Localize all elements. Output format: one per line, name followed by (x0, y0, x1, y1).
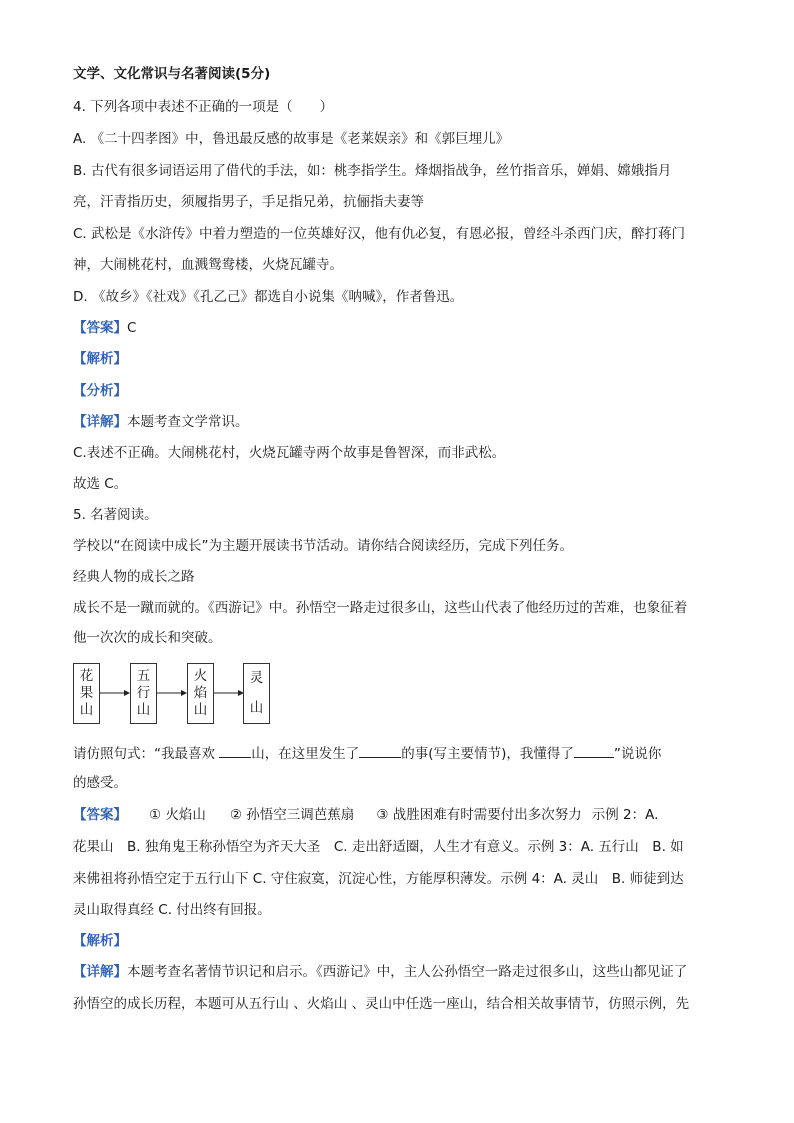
prompt-text: ”说说你 (613, 746, 662, 762)
char: 火 (193, 668, 208, 684)
q4-detail-row (73, 414, 249, 430)
q4-analysis-tag: 【解析】 (73, 351, 127, 367)
answer-item-1: ① 火焰山 (149, 807, 206, 823)
blank-line (574, 744, 614, 758)
answer-tag: 【答案】 (73, 320, 127, 336)
q5-answer-row (73, 807, 658, 823)
q5-stem: 5. 名著阅读。 (73, 507, 158, 523)
q5-prompt-line1 (73, 744, 661, 762)
q5-detail-line2: 孙悟空的成长历程，本题可从五行山 、火焰山 、灵山中任选一座山，结合相关故事情节，仿照示例，先 (73, 996, 690, 1012)
q5-para-line1: 成长不是一蹴而就的。《西游记》中。孙悟空一路走过很多山，这些山代表了他经历过的苦难，也象征着 (73, 600, 688, 616)
answer-tag: 【答案】 (73, 807, 127, 823)
q4-fenxi-tag: 【分析】 (73, 383, 127, 399)
blank-line (219, 744, 251, 758)
q5-prompt-line2: 的感受。 (73, 775, 127, 791)
detail-tag: 【详解】 (73, 414, 127, 430)
mountain-box-huaguo (73, 663, 100, 724)
char: 焰 (193, 685, 208, 701)
q5-answer-line2: 花果山 B. 独角鬼王称孙悟空为齐天大圣 C. 走出舒适圈，人生才有意义。示例 3：A. 五行山 B. 如 (73, 839, 684, 855)
prompt-text: 请仿照句式：“我最喜欢 (73, 746, 220, 762)
section-title: 文学、文化常识与名著阅读(5分) (73, 66, 271, 82)
q4-detail-line2: C.表述不正确。大闹桃花村，火烧瓦罐寺两个故事是鲁智深，而非武松。 (73, 445, 506, 461)
q5-para-line2: 他一次次的成长和突破。 (73, 630, 222, 646)
q5-answer-line4: 灵山取得真经 C. 付出终有回报。 (73, 902, 271, 918)
q4-option-c-line2: 神，大闹桃花村，血溅鸳鸯楼，火烧瓦罐寺。 (73, 257, 343, 273)
prompt-text: 山，在这里发生了 (251, 746, 360, 762)
answer-example: 示例 2：A. (591, 807, 659, 823)
char: 灵 (249, 670, 264, 687)
q4-detail-line3: 故选 C。 (73, 476, 128, 492)
answer-value: C (127, 320, 137, 336)
q5-answer-line3: 来佛祖将孙悟空定于五行山下 C. 守住寂寞，沉淀心性，方能厚积薄发。示例 4：A. 灵山 B. 师徒到达 (73, 871, 684, 887)
prompt-text: 的事(写主要情节)，我懂得了 (401, 746, 574, 762)
q4-option-a: A. 《二十四孝图》中，鲁迅最反感的故事是《老莱娱亲》和《郭巨埋儿》 (73, 131, 510, 147)
mountain-box-wuxing (130, 663, 157, 724)
detail-tag: 【详解】 (73, 964, 127, 980)
q5-intro: 学校以“在阅读中成长”为主题开展读书节活动。请你结合阅读经历，完成下列任务。 (73, 538, 573, 554)
mountain-box-huoyan (187, 663, 214, 724)
q5-subtitle: 经典人物的成长之路 (73, 569, 195, 585)
q5-analysis-tag: 【解析】 (73, 933, 127, 949)
q4-option-b-line2: 亮，汗青指历史，须履指男子，手足指兄弟，抗俪指夫妻等 (73, 194, 424, 210)
q4-option-d: D. 《故乡》《社戏》《孔乙己》都选自小说集《呐喊》，作者鲁迅。 (73, 289, 464, 305)
char: 花 (79, 668, 94, 684)
q4-option-c-line1: C. 武松是《水浒传》中着力塑造的一位英雄好汉，他有仇必复，有恩必报，曾经斗杀西门庆，醉打蒋门 (73, 226, 686, 242)
detail-text: 本题考查文学常识。 (127, 414, 249, 430)
detail-text: 本题考查名著情节识记和启示。《西游记》中，主人公孙悟空一路走过很多山，这些山都见证了 (127, 964, 688, 980)
char: 山 (249, 699, 264, 716)
char: 五 (136, 668, 151, 684)
arrow-icon (214, 688, 244, 698)
q5-detail-row (73, 964, 687, 980)
arrow-icon (100, 688, 130, 698)
char: 山 (136, 702, 151, 718)
q4-option-b-line1: B. 古代有很多词语运用了借代的手法，如：桃李指学生。烽烟指战争，丝竹指音乐，婵娟、嫦娥指月 (73, 163, 672, 179)
blank-line (359, 744, 401, 758)
answer-item-3: ③ 战胜困难有时需要付出多次努力 (376, 807, 582, 823)
char: 果 (79, 685, 94, 701)
q4-answer-row (73, 320, 136, 336)
char: 山 (193, 702, 208, 718)
mountain-box-ling (243, 663, 270, 724)
answer-item-2: ② 孙悟空三调芭蕉扇 (229, 807, 355, 823)
char: 行 (136, 685, 151, 701)
q4-stem: 4. 下列各项中表述不正确的一项是（ ） (73, 99, 334, 115)
arrow-icon (157, 688, 187, 698)
char: 山 (79, 702, 94, 718)
